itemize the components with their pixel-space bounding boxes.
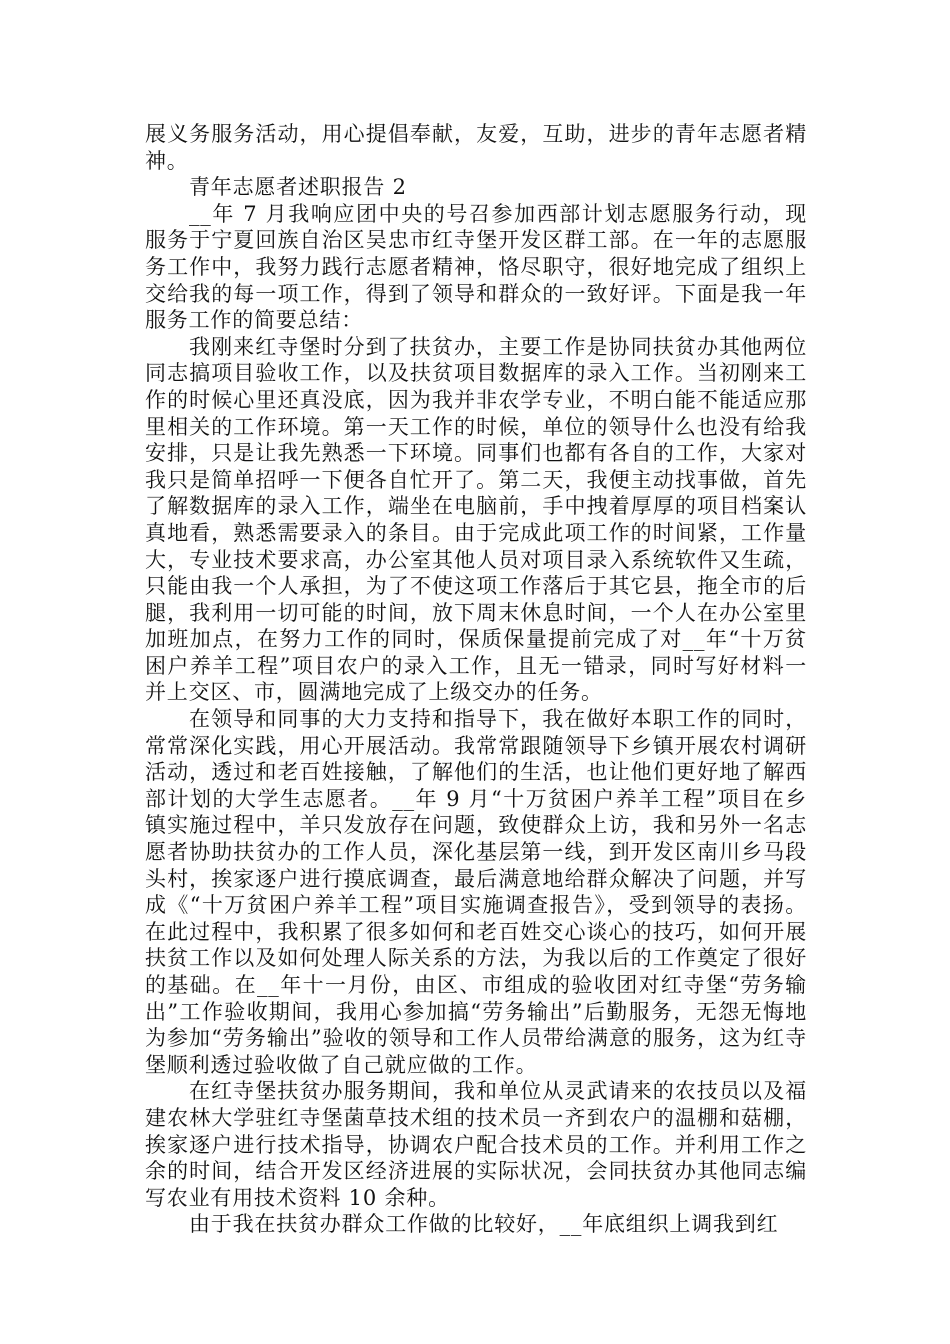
paragraph-intro: __年 7 月我响应团中央的号召参加西部计划志愿服务行动，现服务于宁夏回族自治区吴忠市红寺堡开发区群工部。在一年的志愿服务工作中，我努力践行志愿者精神，恪尽职守，很好地完成了组织上交给我的每一项工作，得到了领导和群众的一致好评。下面是我一年服务工作的简要总结： — [145, 201, 807, 333]
paragraph-data-entry: 我刚来红寺堡时分到了扶贫办，主要工作是协同扶贫办其他两位同志搞项目验收工作，以及扶贫项目数据库的录入工作。当初刚来工作的时候心里还真没底，因为我并非农学专业，不明白能不能适应那里相关的工作环境。第一天工作的时候，单位的领导什么也没有给我安排，只是让我先熟悉一下环境。同事们也都有各自的工作，大家对我只是简单招呼一下便各自忙开了。第二天，我便主动找事做，首先了解数据库的录入工作，端坐在电脑前，手中拽着厚厚的项目档案认真地看，熟悉需要录入的条目。由于完成此项工作的时间紧，工作量大，专业技术要求高，办公室其他人员对项目录入系统软件又生疏，只能由我一个人承担，为了不使这项工作落后于其它县，拖全市的后腿，我利用一切可能的时间，放下周末休息时间，一个人在办公室里加班加点，在努力工作的同时，保质保量提前完成了对__年“十万贫困户养羊工程”项目农户的录入工作，且无一错录，同时写好材料一并上交区、市，圆满地完成了上级交办的任务。 — [145, 334, 807, 705]
paragraph-field-practice: 在领导和同事的大力支持和指导下，我在做好本职工作的同时，常常深化实践，用心开展活动。我常常跟随领导下乡镇开展农村调研活动，透过和老百姓接触，了解他们的生活，也让他们更好地了解西部计划的大学生志愿者。__年 9 月“十万贫困户养羊工程”项目在乡镇实施过程中，羊只发放存在问题，致使群众上访，我和另外一名志愿者协助扶贫办的工作人员，深化基层第一线，到开发区南川乡马段头村，挨家逐户进行摸底调查，最后满意地给群众解决了问题，并写成《“十万贫困户养羊工程”项目实施调查报告》，受到领导的表扬。在此过程中，我积累了很多如何和老百姓交心谈心的技巧，如何开展扶贫工作以及如何处理人际关系的方法，为我以后的工作奠定了很好的基础。在__年十一月份，由区、市组成的验收团对红寺堡“劳务输出”工作验收期间，我用心参加搞“劳务输出”后勤服务，无怨无悔地为参加“劳务输出”验收的领导和工作人员带给满意的服务，这为红寺堡顺利透过验收做了自己就应做的工作。 — [145, 707, 807, 1077]
section-heading: 青年志愿者述职报告 2 — [189, 175, 407, 200]
document-body — [145, 121, 807, 1238]
paragraph-technical-guidance: 在红寺堡扶贫办服务期间，我和单位从灵武请来的农技员以及福建农林大学驻红寺堡菌草技术组的技术员一齐到农户的温棚和菇棚，挨家逐户进行技术指导，协调农户配合技术员的工作。并利用工作之余的时间，结合开发区经济进展的实际状况，会同扶贫办其他同志编写农业有用技术资料 10 余种。 — [145, 1079, 807, 1210]
paragraph-continuation: 展义务服务活动，用心提倡奉献，友爱，互助，进步的青年志愿者精神。 — [145, 122, 807, 173]
paragraph-transfer: 由于我在扶贫办群众工作做的比较好，__年底组织上调我到红 — [189, 1212, 779, 1237]
